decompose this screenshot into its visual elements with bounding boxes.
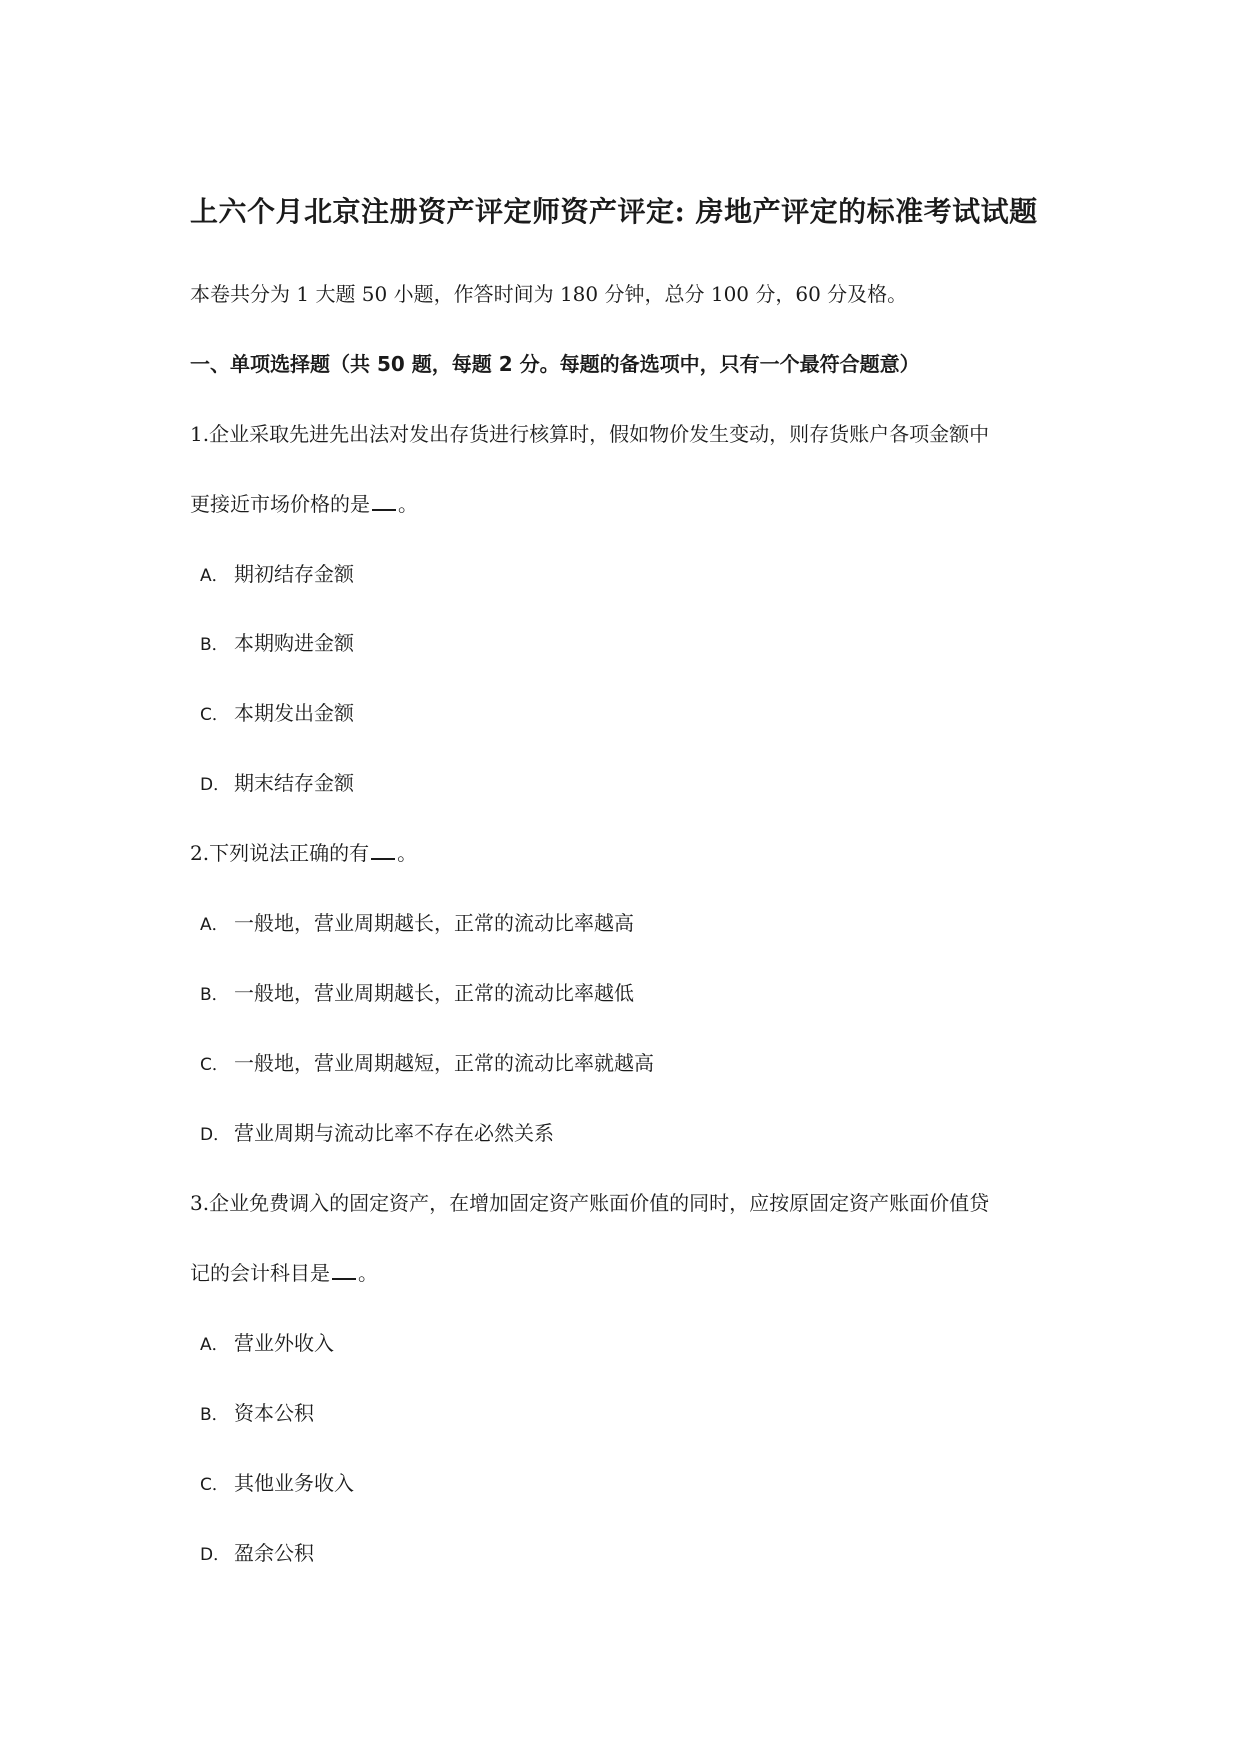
question-3-option-d — [200, 1537, 314, 1566]
option-text: 资本公积 — [234, 1401, 314, 1425]
question-3-option-c — [200, 1467, 354, 1496]
option-text: 营业周期与流动比率不存在必然关系 — [234, 1121, 554, 1145]
option-text: 营业外收入 — [234, 1331, 334, 1355]
question-2-period: 。 — [397, 841, 418, 865]
option-letter: C． — [200, 705, 229, 725]
question-2-option-c — [200, 1047, 654, 1076]
question-3-option-b — [200, 1397, 314, 1426]
question-2-option-d — [200, 1117, 554, 1146]
option-letter: C． — [200, 1475, 229, 1495]
question-1-option-d — [200, 767, 354, 796]
option-text: 本期发出金额 — [234, 701, 354, 725]
answer-blank — [372, 509, 396, 511]
question-3-text-cont: 记的会计科目是 — [190, 1261, 330, 1285]
option-text: 本期购进金额 — [234, 631, 354, 655]
option-letter: D． — [200, 1545, 231, 1565]
option-letter: A． — [200, 1335, 229, 1355]
option-text: 期末结存金额 — [234, 771, 354, 795]
question-1-option-a — [200, 558, 354, 587]
question-3-period: 。 — [358, 1261, 378, 1285]
question-1-stem-line-2 — [190, 488, 418, 517]
question-2-option-a — [200, 907, 634, 936]
question-3-stem-line-2 — [190, 1257, 378, 1286]
option-letter: D． — [200, 1125, 231, 1145]
question-1-text-cont: 更接近市场价格的是 — [190, 492, 370, 516]
section-heading: 一、单项选择题（共 50 题，每题 2 分。每题的备选项中，只有一个最符合题意） — [190, 352, 920, 376]
option-letter: B． — [200, 1405, 229, 1425]
option-letter: D． — [200, 775, 231, 795]
answer-blank — [371, 858, 395, 860]
option-text: 其他业务收入 — [234, 1471, 354, 1495]
option-letter: C． — [200, 1055, 229, 1075]
option-letter: B． — [200, 985, 229, 1005]
question-2-stem — [190, 837, 417, 866]
option-letter: A． — [200, 566, 229, 586]
option-letter: A． — [200, 915, 229, 935]
answer-blank — [332, 1278, 356, 1280]
document-title: 上六个月北京注册资产评定师资产评定: 房地产评定的标准考试试题 — [190, 195, 1038, 228]
question-2-text: 2.下列说法正确的有 — [190, 841, 370, 865]
question-3-stem-line-1 — [190, 1187, 989, 1216]
question-3-text: 3.企业免费调入的固定资产，在增加固定资产账面价值的同时，应按原固定资产账面价值贷 — [190, 1191, 990, 1215]
question-1-period: 。 — [398, 492, 418, 516]
question-1-stem-line-1 — [190, 418, 989, 447]
option-text: 一般地，营业周期越短，正常的流动比率就越高 — [234, 1051, 654, 1075]
option-text: 期初结存金额 — [234, 562, 354, 586]
option-letter: B． — [200, 635, 229, 655]
question-1-option-b — [200, 627, 354, 656]
option-text: 盈余公积 — [234, 1541, 314, 1565]
question-2-option-b — [200, 977, 634, 1006]
exam-intro: 本卷共分为 1 大题 50 小题，作答时间为 180 分钟，总分 100 分，60 分及格。 — [190, 282, 908, 306]
question-1-option-c — [200, 697, 354, 726]
option-text: 一般地，营业周期越长，正常的流动比率越低 — [234, 981, 634, 1005]
question-1-text: 1.企业采取先进先出法对发出存货进行核算时，假如物价发生变动，则存货账户各项金额中 — [190, 422, 990, 446]
option-text: 一般地，营业周期越长，正常的流动比率越高 — [234, 911, 634, 935]
question-3-option-a — [200, 1327, 334, 1356]
